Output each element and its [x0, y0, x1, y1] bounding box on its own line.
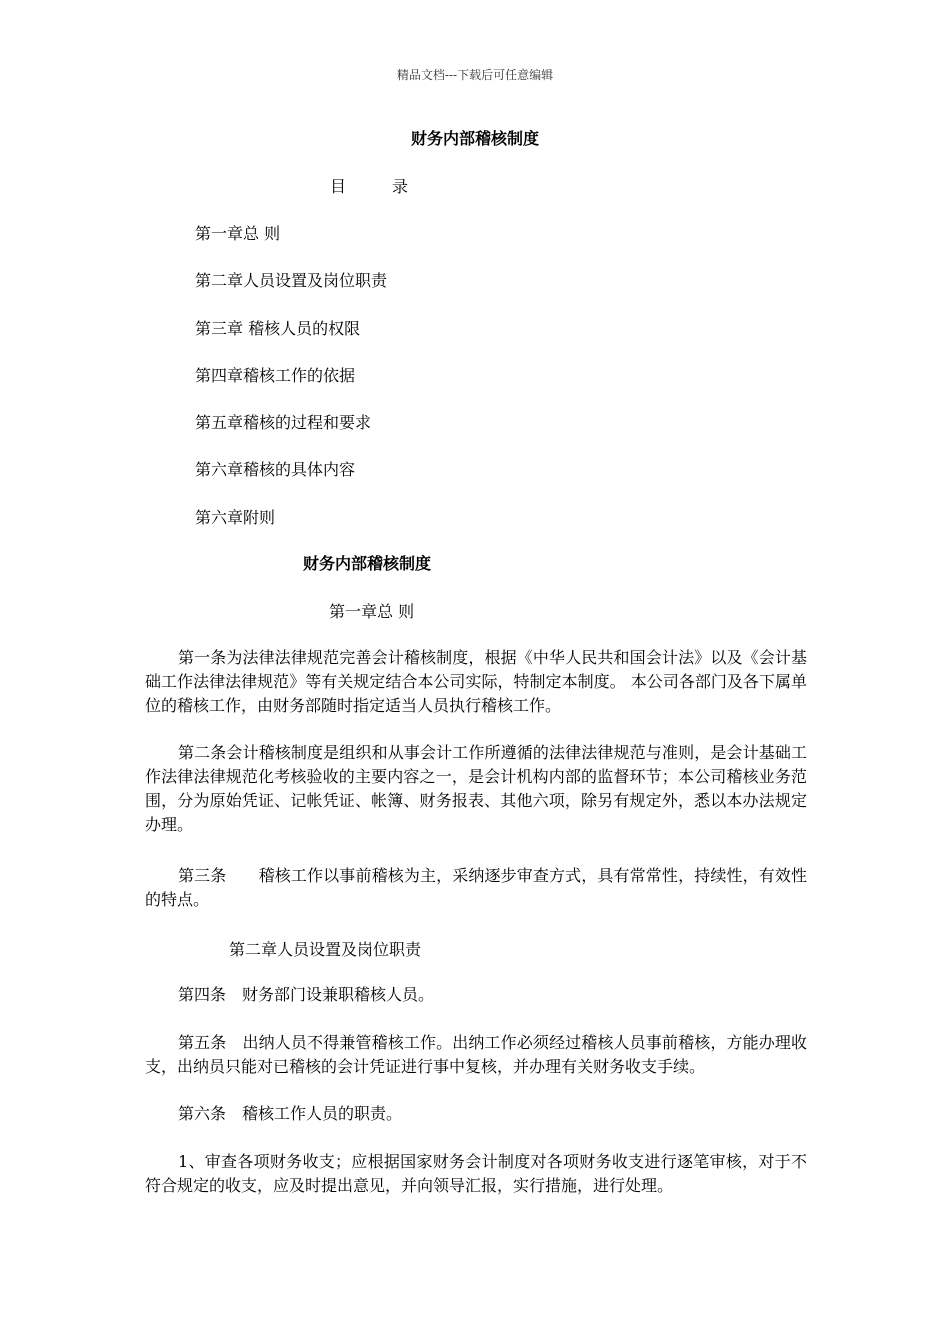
paragraph-article-1: 第一条为法律法律规范完善会计稽核制度，根据《中华人民共和国会计法》以及《会计基础工作法律法律规范》等有关规定结合本公司实际，特制定本制度。 本公司各部门及各下属单位的稽核工作，由财务部随时指定适当人员执行稽核工作。: [145, 648, 807, 715]
toc-item-6[interactable]: 第六章稽核的具体内容: [195, 460, 356, 479]
document-title: 财务内部稽核制度: [410, 129, 539, 148]
paragraph-item-1: 1、审查各项财务收支；应根据国家财务会计制度对各项财务收支进行逐笔审核，对于不符合规定的收支，应及时提出意见，并向领导汇报，实行措施，进行处理。: [145, 1152, 807, 1195]
toc-item-5[interactable]: 第五章稽核的过程和要求: [195, 413, 372, 432]
toc-item-2[interactable]: 第二章人员设置及岗位职责: [195, 271, 388, 290]
toc-heading-right: 录: [392, 177, 409, 196]
paragraph-article-4: 第四条 财务部门设兼职稽核人员。: [178, 985, 435, 1004]
toc-item-1[interactable]: 第一章总 则: [195, 224, 281, 243]
paragraph-article-6: 第六条 稽核工作人员的职责。: [178, 1104, 403, 1123]
paragraph-article-5: 第五条 出纳人员不得兼管稽核工作。出纳工作必须经过稽核人员事前稽核，方能办理收支，出纳员只能对已稽核的会计凭证进行事中复核，并办理有关财务收支手续。: [145, 1033, 807, 1076]
paragraph-article-2: 第二条会计稽核制度是组织和从事会计工作所遵循的法律法律规范与准则，是会计基础工作法律法律规范化考核验收的主要内容之一，是会计机构内部的监督环节；本公司稽核业务范围，分为原始凭证、记帐凭证、帐簿、财务报表、其他六项，除另有规定外，悉以本办法规定办理。: [145, 743, 807, 834]
paragraph-article-3: 第三条 稽核工作以事前稽核为主，采纳逐步审查方式，具有常常性，持续性，有效性的特点。: [145, 866, 807, 909]
toc-item-7[interactable]: 第六章附则: [195, 508, 276, 527]
toc-heading: [330, 174, 408, 197]
toc-item-3[interactable]: 第三章 稽核人员的权限: [195, 319, 361, 338]
page-header: 精品文档---下载后可任意编辑: [396, 68, 554, 82]
toc-item-4[interactable]: 第四章稽核工作的依据: [195, 366, 356, 385]
chapter-2-heading: 第二章人员设置及岗位职责: [229, 940, 422, 959]
chapter-1-heading: 第一章总 则: [329, 602, 415, 621]
body-title: 财务内部稽核制度: [303, 554, 432, 573]
toc-heading-left: 目: [330, 177, 347, 196]
